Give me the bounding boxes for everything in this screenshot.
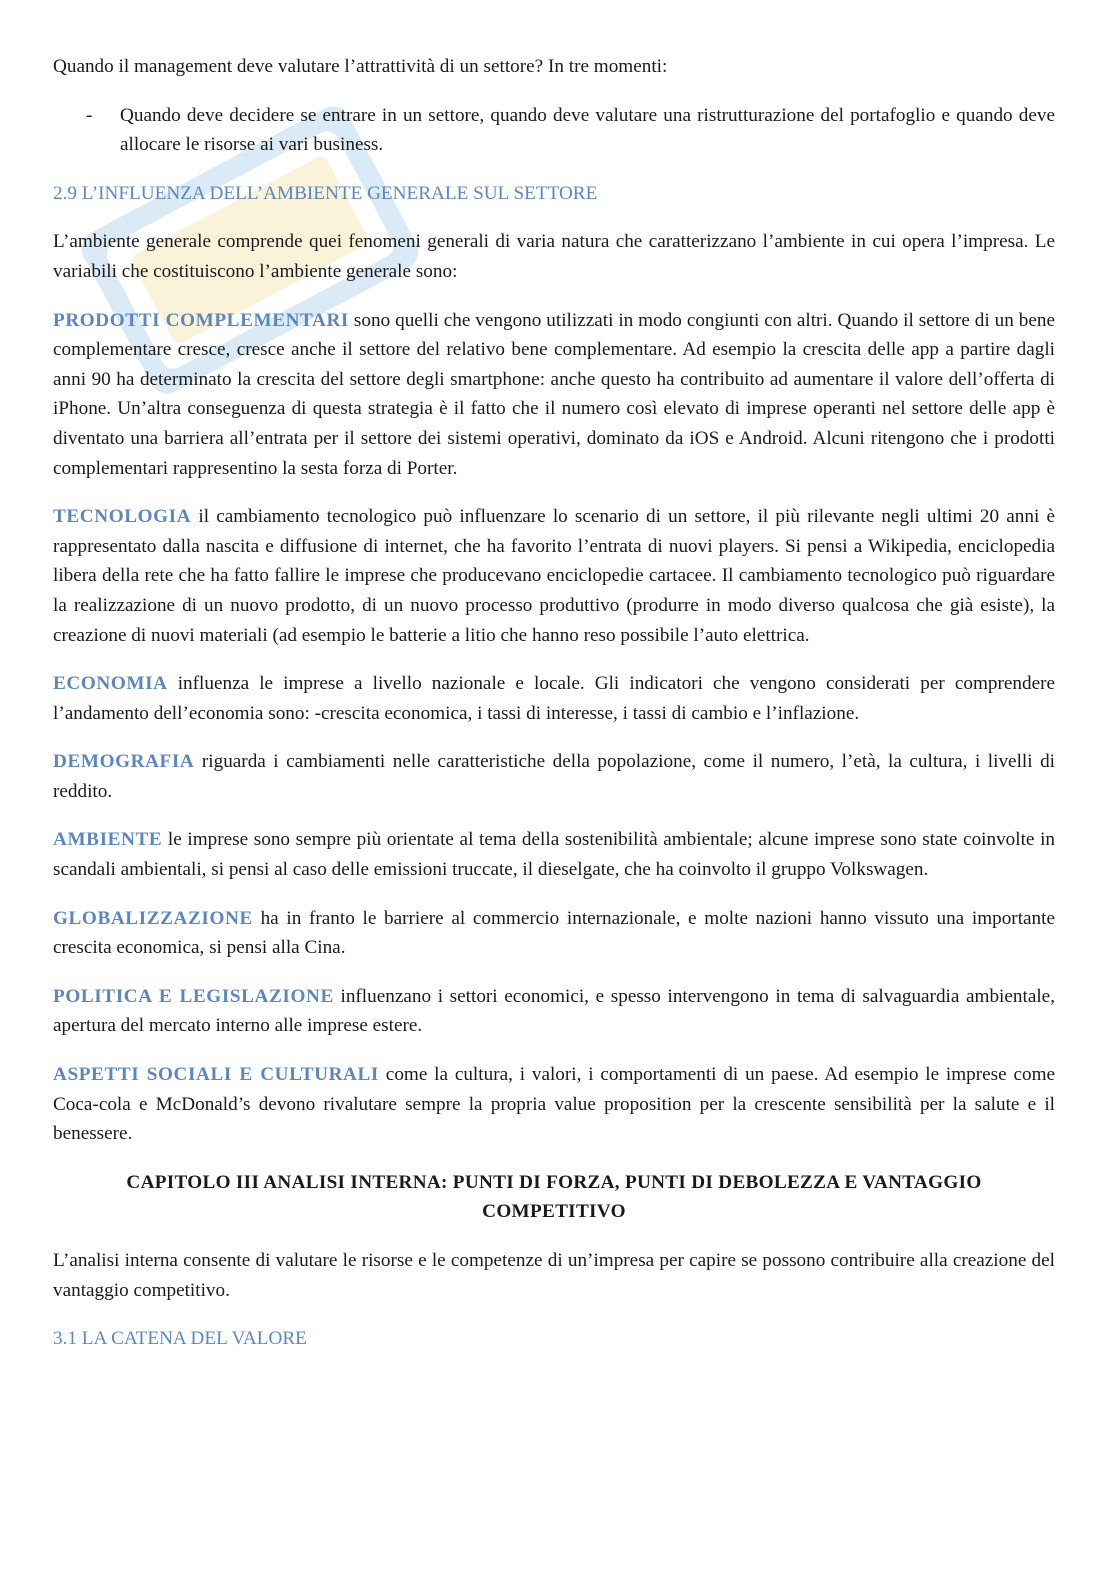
chapter-intro: L’analisi interna consente di valutare le risorse e le competenze di un’impresa per capire se possono contribuire alla creazione del vantaggio competitivo.	[53, 1250, 1055, 1301]
bullet-text: Quando deve decidere se entrare in un settore, quando deve valutare una ristrutturazione del portafoglio e quando deve allocare le risorse ai vari business.	[120, 104, 1055, 156]
document-page	[53, 52, 1055, 1373]
variable-term: PRODOTTI COMPLEMENTARI	[53, 309, 349, 331]
variable-text: ha in franto le barriere al commercio internazionale, e molte nazioni hanno vissuto una importante crescita economica, si pensi alla Cina.	[53, 907, 1055, 959]
variable-text: il cambiamento tecnologico può influenzare lo scenario di un settore, il più rilevante negli ultimi 20 anni è rappresentato dalla nascita e diffusione di internet, che ha favorito l’entrata di nuovi players. Si pensi a Wikipedia, enciclopedia libera della rete che ha fatto fallire le imprese che producevano enciclopedie cartacee. Il cambiamento tecnologico può riguardare la realizzazione di un nuovo prodotto, di un nuovo processo produttivo (produrre in modo diverso qualcosa che già esiste), la creazione di nuovi materiali (ad esempio le batterie a litio che hanno reso possibile l’auto elettrica.	[53, 506, 1055, 646]
variable-text: come la cultura, i valori, i comportamenti di un paese. Ad esempio le imprese come Coca-cola e McDonald’s devono rivalutare sempre la propria value proposition per la crescente sensibilità per la salute e il benessere.	[53, 1064, 1056, 1145]
variable-term: DEMOGRAFIA	[53, 751, 195, 773]
variable-paragraph	[53, 306, 1055, 484]
section-heading-2-9: 2.9 L’INFLUENZA DELL’AMBIENTE GENERALE SUL SETTORE	[53, 182, 598, 204]
variable-paragraph	[53, 502, 1055, 650]
variable-paragraph	[53, 982, 1055, 1041]
variable-paragraph	[53, 904, 1055, 963]
variable-text: influenzano i settori economici, e spesso intervengono in tema di salvaguardia ambientale, apertura del mercato interno alle imprese estere.	[53, 985, 1055, 1037]
list-item	[53, 101, 1055, 160]
variable-text: sono quelli che vengono utilizzati in modo congiunti con altri. Quando il settore di un bene complementare cresce, cresce anche il settore del relativo bene complementare. Ad esempio la crescita delle app a partire dagli anni 90 ha determinato la crescita del settore degli smartphone: anche questo ha contribuito ad aumentare il valore dell’offerta di iPhone. Un’altra conseguenza di questa strategia è il fatto che il numero così elevato di imprese operanti nel settore delle app è diventato una barriera all’entrata per il settore dei sistemi operativi, dominato da iOS e Android. Alcuni ritengono che i prodotti complementari rappresentino la sesta forza di Porter.	[53, 309, 1055, 479]
variable-text: le imprese sono sempre più orientate al tema della sostenibilità ambientale; alcune imprese sono state coinvolte in scandali ambientali, si pensi al caso delle emissioni truccate, il dieselgate, che ha coinvolto il gruppo Volkswagen.	[53, 829, 1055, 881]
variable-term: ECONOMIA	[53, 673, 168, 695]
variable-term: AMBIENTE	[53, 829, 163, 851]
variable-paragraph	[53, 1060, 1055, 1149]
variable-term: GLOBALIZZAZIONE	[53, 907, 253, 929]
variable-paragraph	[53, 747, 1055, 806]
intro-question: Quando il management deve valutare l’attrattività di un settore? In tre momenti:	[53, 56, 668, 77]
variable-text: influenza le imprese a livello nazionale e locale. Gli indicatori che vengono considerati per comprendere l’andamento dell’economia sono: -crescita economica, i tassi di interesse, i tassi di cambio e l’inflazione.	[53, 673, 1055, 724]
variable-paragraph	[53, 825, 1055, 884]
bullet-marker: -	[86, 104, 93, 126]
section-intro: L’ambiente generale comprende quei fenomeni generali di varia natura che caratterizzano l’ambiente in cui opera l’impresa. Le variabili che costituiscono l’ambiente generale sono:	[53, 231, 1055, 282]
variable-term: POLITICA E LEGISLAZIONE	[53, 985, 334, 1007]
variable-text: riguarda i cambiamenti nelle caratteristiche della popolazione, come il numero, l’età, la cultura, i livelli di reddito.	[53, 751, 1055, 802]
section-heading-3-1: 3.1 LA CATENA DEL VALORE	[53, 1328, 307, 1350]
chapter-title: CAPITOLO III ANALISI INTERNA: PUNTI DI FORZA, PUNTI DI DEBOLEZZA E VANTAGGIO COMPETITIVO	[126, 1171, 982, 1223]
variable-term: ASPETTI SOCIALI E CULTURALI	[53, 1064, 379, 1086]
variable-paragraph	[53, 669, 1055, 728]
variable-term: TECNOLOGIA	[53, 506, 192, 528]
